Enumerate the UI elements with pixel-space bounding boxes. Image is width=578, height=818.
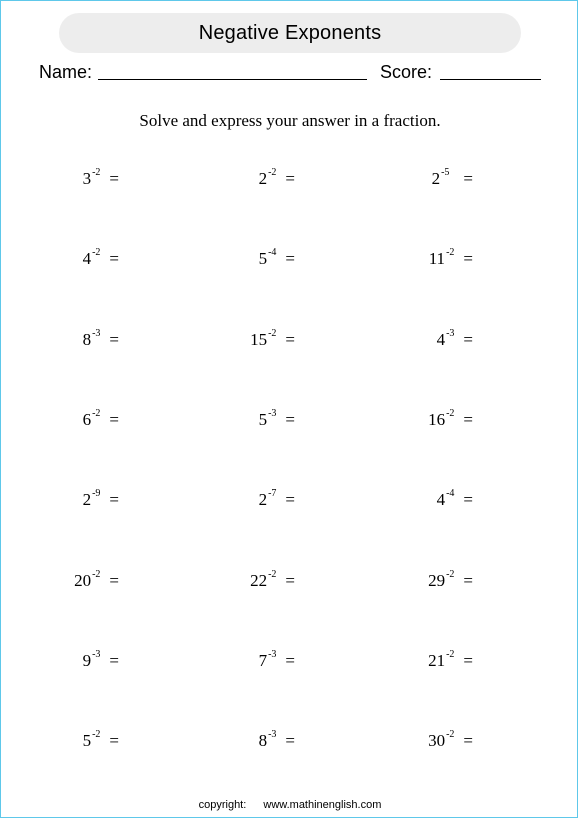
problem-base: 11 bbox=[428, 249, 446, 269]
problem-base: 8 bbox=[82, 329, 92, 349]
problem-item bbox=[428, 407, 473, 433]
problem-item bbox=[258, 407, 295, 433]
equals-sign: = bbox=[463, 650, 473, 670]
equals-sign: = bbox=[463, 409, 473, 429]
equals-sign: = bbox=[463, 731, 473, 751]
score-label: Score: bbox=[380, 62, 433, 82]
problem-item bbox=[259, 490, 295, 513]
problem-exponent: -4 bbox=[446, 488, 455, 500]
problem-exponent: -5 bbox=[441, 167, 450, 178]
equals-sign: = bbox=[109, 409, 119, 429]
problem-item bbox=[83, 249, 119, 272]
problem-item bbox=[82, 648, 119, 674]
problem-exponent: -2 bbox=[268, 167, 277, 178]
problem-base: 4 bbox=[82, 249, 92, 269]
problem-base: 5 bbox=[258, 249, 268, 269]
equals-sign: = bbox=[109, 731, 119, 751]
problem-item bbox=[83, 731, 119, 754]
problem-base: 20 bbox=[74, 570, 92, 590]
problem-item bbox=[74, 568, 119, 594]
problem-exponent: -2 bbox=[92, 568, 101, 580]
equals-sign: = bbox=[109, 570, 119, 590]
problem-base: 8 bbox=[258, 731, 268, 751]
problem-item bbox=[83, 490, 119, 513]
problem-base: 30 bbox=[428, 731, 446, 751]
equals-sign: = bbox=[285, 731, 295, 751]
instructions-text: Solve and express your answer in a fraction. bbox=[139, 111, 441, 130]
website-link[interactable]: www.mathinenglish.com bbox=[263, 799, 382, 811]
problem-exponent: -2 bbox=[446, 568, 455, 580]
problem-item bbox=[250, 568, 295, 594]
problem-item bbox=[82, 407, 119, 433]
problem-exponent: -2 bbox=[446, 648, 455, 660]
footer bbox=[1, 799, 578, 811]
problem-item bbox=[258, 648, 295, 674]
problem-exponent: -3 bbox=[268, 407, 277, 419]
equals-sign: = bbox=[285, 409, 295, 429]
problem-exponent: -4 bbox=[268, 247, 277, 259]
problem-base: 4 bbox=[436, 490, 446, 510]
equals-sign: = bbox=[285, 650, 295, 670]
equals-sign: = bbox=[463, 570, 473, 590]
equals-sign: = bbox=[463, 169, 473, 188]
problem-item bbox=[259, 169, 295, 192]
copyright-label: copyright: bbox=[198, 799, 247, 811]
problem-item bbox=[259, 249, 295, 272]
problem-base: 4 bbox=[436, 329, 446, 349]
problem-base: 15 bbox=[250, 329, 268, 349]
problem-item bbox=[437, 490, 473, 513]
problem-exponent: -2 bbox=[446, 729, 455, 741]
title-text: Negative Exponents bbox=[198, 21, 382, 44]
equals-sign: = bbox=[285, 570, 295, 590]
problem-exponent: -2 bbox=[92, 729, 101, 741]
problem-base: 5 bbox=[258, 409, 268, 429]
problem-item bbox=[428, 731, 473, 754]
problem-item bbox=[428, 648, 473, 674]
problem-base: 7 bbox=[258, 650, 268, 670]
problem-base: 29 bbox=[428, 570, 446, 590]
problem-item bbox=[436, 327, 473, 353]
problem-exponent: -2 bbox=[446, 407, 455, 419]
problem-exponent: -2 bbox=[92, 167, 101, 178]
problem-base: 2 bbox=[258, 169, 268, 188]
problem-base: 22 bbox=[250, 570, 268, 590]
problem-exponent: -9 bbox=[92, 488, 101, 500]
equals-sign: = bbox=[109, 169, 119, 188]
problem-exponent: -7 bbox=[268, 488, 277, 500]
equals-sign: = bbox=[463, 490, 473, 510]
equals-sign: = bbox=[463, 249, 473, 269]
problem-exponent: -3 bbox=[92, 327, 101, 339]
problem-item bbox=[250, 327, 295, 353]
problem-exponent: -3 bbox=[92, 648, 101, 660]
equals-sign: = bbox=[285, 490, 295, 510]
problem-base: 16 bbox=[428, 409, 446, 429]
problem-exponent: -2 bbox=[446, 247, 455, 259]
equals-sign: = bbox=[463, 329, 473, 349]
problem-item bbox=[429, 249, 473, 272]
problem-exponent: -2 bbox=[92, 407, 101, 419]
equals-sign: = bbox=[109, 650, 119, 670]
problem-item bbox=[259, 731, 295, 754]
problem-base: 6 bbox=[82, 409, 92, 429]
problem-item bbox=[432, 169, 473, 192]
problem-item bbox=[83, 169, 119, 192]
problem-exponent: -2 bbox=[268, 568, 277, 580]
problem-exponent: -2 bbox=[268, 327, 277, 339]
name-label: Name: bbox=[39, 62, 93, 82]
equals-sign: = bbox=[109, 249, 119, 269]
problem-item bbox=[82, 327, 119, 353]
problem-base: 2 bbox=[258, 490, 268, 510]
problem-exponent: -3 bbox=[268, 729, 277, 741]
problem-item bbox=[428, 568, 473, 594]
problem-exponent: -3 bbox=[446, 327, 455, 339]
worksheet-title bbox=[59, 13, 521, 53]
problem-base: 2 bbox=[431, 169, 441, 188]
problem-base: 2 bbox=[82, 490, 92, 510]
name-blank-line bbox=[98, 79, 367, 80]
problem-base: 9 bbox=[82, 650, 92, 670]
equals-sign: = bbox=[109, 490, 119, 510]
equals-sign: = bbox=[285, 169, 295, 188]
problem-exponent: -3 bbox=[268, 648, 277, 660]
equals-sign: = bbox=[285, 249, 295, 269]
problem-base: 3 bbox=[82, 169, 92, 188]
problem-base: 5 bbox=[82, 731, 92, 751]
equals-sign: = bbox=[109, 329, 119, 349]
equals-sign: = bbox=[285, 329, 295, 349]
score-blank-line bbox=[440, 79, 541, 80]
problem-exponent: -2 bbox=[92, 247, 101, 259]
problem-base: 21 bbox=[428, 650, 446, 670]
